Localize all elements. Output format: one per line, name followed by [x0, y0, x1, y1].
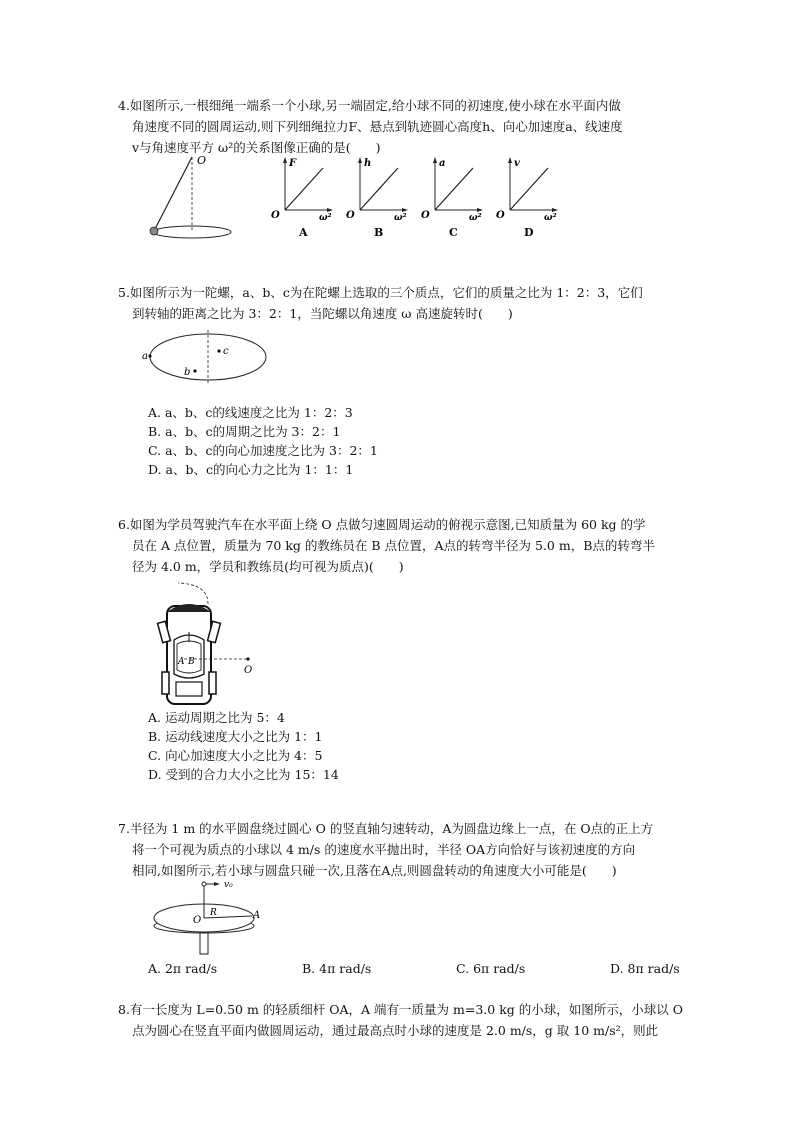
question-8 [118, 999, 700, 1041]
v0-label: v₀ [224, 880, 233, 890]
q6-car-figure [150, 582, 270, 707]
graph-b-xlabel: ω² [394, 213, 407, 223]
q5-option-c[interactable]: C. a、b、c的向心加速度之比为 3：2：1 [148, 443, 378, 458]
q7-line-3: 相同,如图所示,若小球与圆盘只碰一次,且落在A点,则圆盘转动的角速度大小可能是( ) [132, 863, 617, 878]
point-a-label: A [178, 657, 185, 667]
question-4 [118, 95, 700, 158]
center-o-label: O [244, 665, 253, 676]
q7-disc-figure [148, 876, 278, 958]
q6-option-b[interactable]: B. 运动线速度大小之比为 1：1 [148, 729, 323, 744]
center-o-label: O [193, 915, 202, 926]
q4-line-2: 角速度不同的圆周运动,则下列细绳拉力F、悬点到轨迹圆心高度h、向心加速度a、线速度 [132, 119, 623, 134]
q4-line-1: 4.如图所示,一根细绳一端系一个小球,另一端固定,给小球不同的初速度,使小球在水平面内做 [118, 98, 621, 113]
radius-r-label: R [210, 908, 217, 918]
q6-line-2: 员在 A 点位置，质量为 70 kg 的教练员在 B 点位置，A点的转弯半径为 5.0 m，B点的转弯半 [132, 538, 655, 553]
q6-option-d[interactable]: D. 受到的合力大小之比为 15：14 [148, 767, 339, 782]
q5-top-figure [140, 330, 280, 390]
q6-options [148, 708, 339, 784]
question-5 [118, 282, 700, 324]
q7-options [0, 961, 794, 981]
q5-option-a[interactable]: A. a、b、c的线速度之比为 1：2：3 [148, 405, 353, 420]
graph-c-ylabel: a [439, 158, 446, 169]
graph-d [496, 157, 558, 239]
q7-line-2: 将一个可视为质点的小球以 4 m/s 的速度水平抛出时，半径 OA方向恰好与该初速度的方向 [132, 842, 636, 857]
q6-line-1: 6.如图为学员驾驶汽车在水平面上绕 O 点做匀速圆周运动的俯视示意图,已知质量为 60 kg 的学 [118, 517, 646, 532]
graph-a [271, 157, 333, 239]
q4-line-3: v与角速度平方 ω²的关系图像正确的是( ) [132, 140, 381, 155]
point-a-label: A [253, 910, 261, 921]
graph-d-label: D [524, 226, 534, 239]
graph-c [421, 157, 483, 239]
q7-option-a[interactable]: A. 2π rad/s [148, 961, 218, 976]
point-b-label: b [184, 367, 191, 378]
q5-option-d[interactable]: D. a、b、c的向心力之比为 1：1：1 [148, 462, 354, 477]
q5-option-b[interactable]: B. a、b、c的周期之比为 3：2：1 [148, 424, 341, 439]
graph-c-origin: O [421, 210, 430, 221]
graph-a-xlabel: ω² [319, 213, 332, 223]
q5-line-2: 到转轴的距离之比为 3：2：1，当陀螺以角速度 ω 高速旋转时( ) [132, 306, 513, 321]
graph-b [346, 157, 408, 239]
q6-option-c[interactable]: C. 向心加速度大小之比为 4：5 [148, 748, 323, 763]
graph-a-origin: O [271, 210, 280, 221]
pivot-label: O [197, 154, 207, 167]
point-a-label: a [142, 351, 148, 362]
q7-option-c[interactable]: C. 6π rad/s [456, 961, 526, 976]
graph-b-label: B [374, 226, 384, 239]
graph-a-label: A [299, 226, 308, 239]
graph-d-xlabel: ω² [544, 213, 557, 223]
graph-c-xlabel: ω² [469, 213, 482, 223]
graph-d-origin: O [496, 210, 505, 221]
q6-line-3: 径为 4.0 m，学员和教练员(均可视为质点)( ) [132, 559, 404, 574]
q5-line-1: 5.如图所示为一陀螺，a、b、c为在陀螺上选取的三个质点，它们的质量之比为 1：2：3，它们 [118, 285, 643, 300]
graph-a-ylabel: F [289, 158, 297, 169]
q5-options [148, 403, 378, 479]
q7-option-d[interactable]: D. 8π rad/s [610, 961, 680, 976]
q6-option-a[interactable]: A. 运动周期之比为 5：4 [148, 710, 285, 725]
q7-option-b[interactable]: B. 4π rad/s [302, 961, 372, 976]
graph-b-ylabel: h [364, 158, 372, 169]
graph-b-origin: O [346, 210, 355, 221]
q4-figure [140, 152, 580, 247]
question-7 [118, 818, 700, 881]
graph-d-ylabel: v [514, 158, 520, 169]
point-b-label: B [188, 657, 195, 667]
graph-c-label: C [449, 226, 458, 239]
q8-line-2: 点为圆心在竖直平面内做圆周运动，通过最高点时小球的速度是 2.0 m/s，g 取 10 m/s²，则此 [132, 1023, 659, 1038]
question-6 [118, 514, 700, 577]
conical-pendulum-diagram [150, 154, 231, 238]
q7-line-1: 7.半径为 1 m 的水平圆盘绕过圆心 O 的竖直轴匀速转动，A为圆盘边缘上一点，在 O点的正上方 [118, 821, 654, 836]
point-c-label: c [223, 346, 229, 357]
q8-line-1: 8.有一长度为 L=0.50 m 的轻质细杆 OA，A 端有一质量为 m=3.0 kg 的小球，如图所示，小球以 O [118, 1002, 683, 1017]
